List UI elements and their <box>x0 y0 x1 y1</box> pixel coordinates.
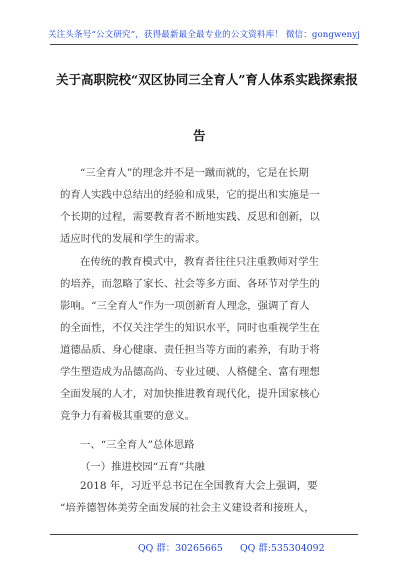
paragraph-line: 的全面性，不仅关注学生的知识水平，同时也重视学生在 <box>60 322 320 334</box>
document-title-line2: 告 <box>193 128 206 143</box>
paragraph-line: 个长期的过程，需要教育者不断地实践、反思和创新，以 <box>60 211 320 223</box>
paragraph-3 <box>60 475 352 519</box>
section-heading-2: （一）推进校园“五育”共融 <box>80 461 205 473</box>
paragraph-line: 的培养，而忽略了家长、社会等多方面、各环节对学生的 <box>60 278 320 290</box>
paragraph-line: 竞争力有着极其重要的意义。 <box>60 410 196 422</box>
paragraph-line: 在传统的教育模式中，教育者往往只注重教师对学生 <box>80 256 319 268</box>
section-heading-1: 一、“三全育人”总体思路 <box>80 439 195 451</box>
paragraph-line: 道德品质、身心健康、责任担当等方面的素养，有助于将 <box>60 344 320 356</box>
header-rule <box>50 44 358 45</box>
paragraph-line: 的育人实践中总结出的经验和成果，它的提出和实施是一 <box>60 189 320 201</box>
header-notice: 关注头条号“公文研究”，获得最新最全最专业的公文资料库！ 微信：gongwenyj <box>47 30 361 40</box>
paragraph-line: 适应时代的发展和学生的需求。 <box>60 233 206 245</box>
paragraph-line: 影响。“三全育人”作为一项创新育人理念，强调了育人 <box>60 300 310 312</box>
footer-qq-right: QQ 群:535304092 <box>240 543 325 554</box>
paragraph-line: “培养德智体美劳全面发展的社会主义建设者和接班人， <box>60 502 315 514</box>
footer-rule <box>50 534 358 535</box>
paragraph-line: “三全育人”的理念并不是一蹴而就的，它是在长期 <box>80 167 309 179</box>
paragraph-line: 学生塑造成为品德高尚、专业过硬、人格健全、富有理想 <box>60 366 320 378</box>
footer-qq-left: QQ 群：30265665 <box>138 543 223 554</box>
paragraph-1 <box>60 162 352 250</box>
paragraph-line: 全面发展的人才，对加快推进教育现代化，提升国家核心 <box>60 388 320 400</box>
paragraph-line: 2018 年，习近平总书记在全国教育大会上强调，要 <box>80 480 318 492</box>
paragraph-2 <box>60 251 352 427</box>
document-title-line1: 关于高职院校“双区协同三全育人”育人体系实践探索报 <box>56 72 358 87</box>
